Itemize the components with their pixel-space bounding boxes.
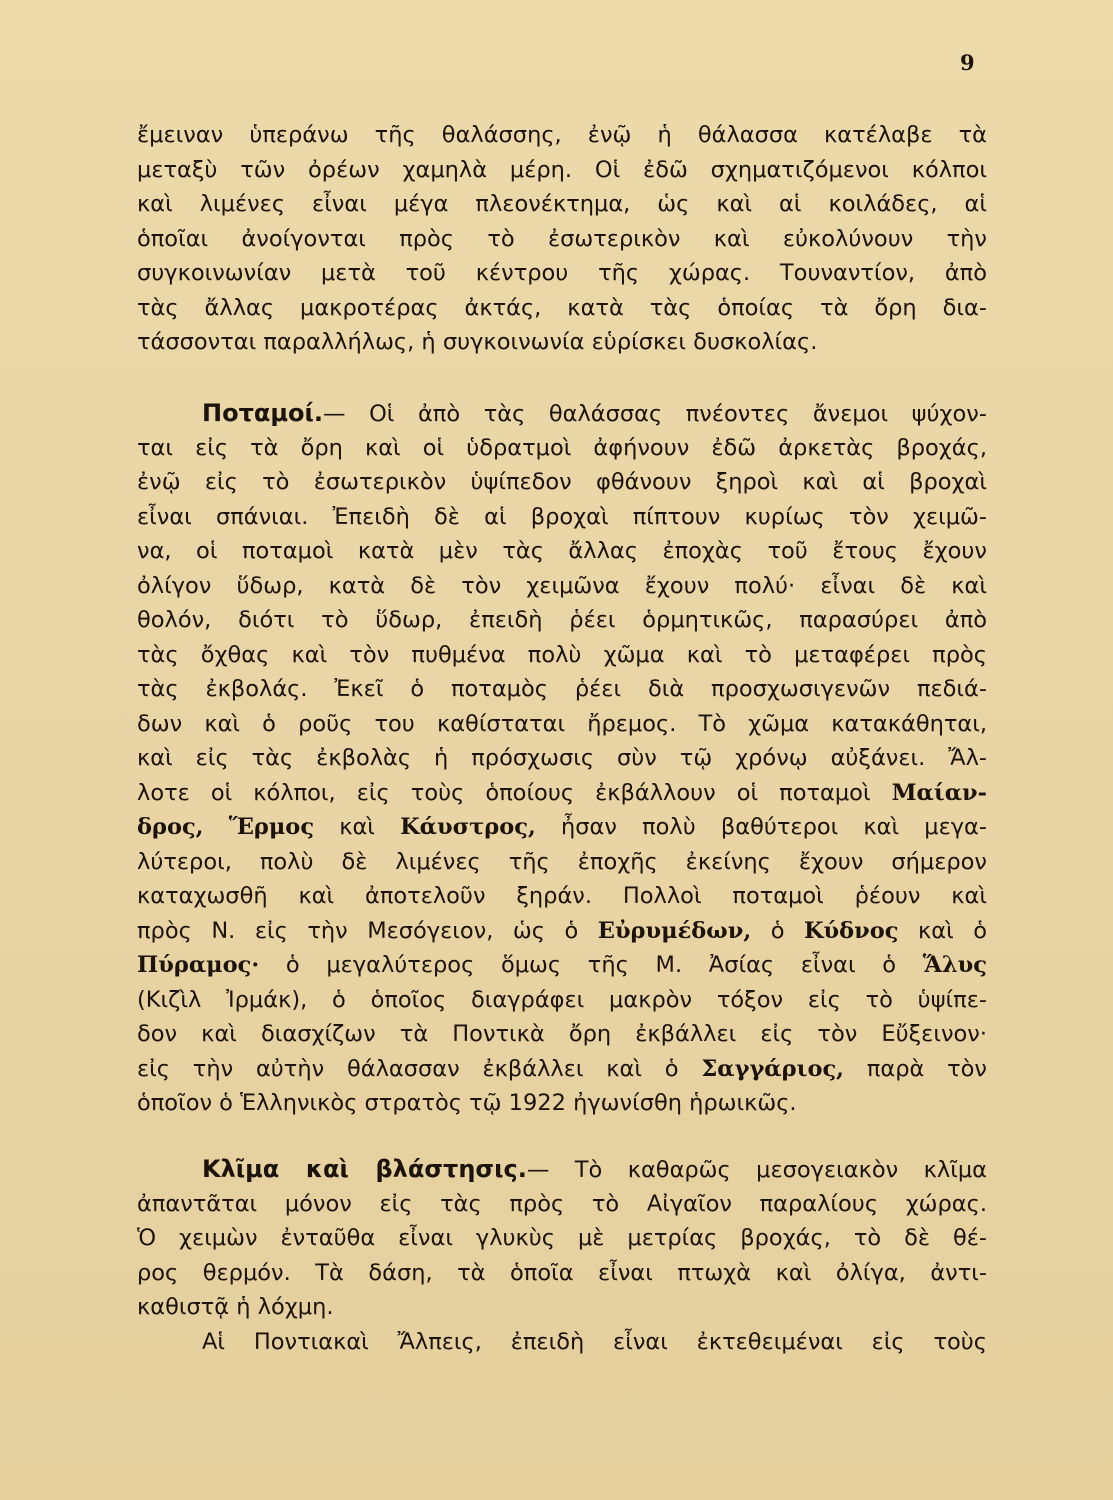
text-line: ἐνῷ εἰς τὸ ἐσωτερικὸν ὑψίπεδον φθάνουν ξηροὶ καὶ αἱ βροχαὶ <box>137 469 987 495</box>
text-line: ἀπαντᾶται μόνον εἰς τὰς πρὸς τὸ Αἰγαῖον παραλίους χώρας. <box>137 1190 987 1217</box>
paragraph-coasts <box>137 118 987 360</box>
text-line: ὁποῖον ὁ Ἑλληνικὸς στρατὸς τῷ 1922 ἠγωνίσθη ἡρωικῶς. <box>137 1090 797 1116</box>
river-name: Κύδνος <box>804 917 899 944</box>
text-line: (Κιζὶλ Ἰρμάκ), ὁ ὁποῖος διαγράφει μακρὸν τόξον εἰς τὸ ὑψίπε- <box>137 986 987 1013</box>
text-line: να, οἱ ποταμοὶ κατὰ μὲν τὰς ἄλλας ἐποχὰς τοῦ ἔτους ἔχουν <box>137 538 987 564</box>
text-line: τὰς ὄχθας καὶ τὸν πυθμένα πολὺ χῶμα καὶ τὸ μεταφέρει πρὸς <box>137 641 987 668</box>
text-line: δων καὶ ὁ ροῦς του καθίσταται ἤρεμος. Τὸ χῶμα κατακάθηται, <box>137 710 987 737</box>
text-line: δρος, Ἕρμος καὶ Κάυστρος, ἦσαν πολὺ βαθύτεροι καὶ μεγα- <box>137 814 988 840</box>
text-line: Πύραμος· ὁ μεγαλύτερος ὅμως τῆς Μ. Ἀσίας εἶναι ὁ Ἅλυς <box>137 952 987 978</box>
river-name: Πύραμος· <box>137 952 260 978</box>
text-line: λύτεροι, πολὺ δὲ λιμένες τῆς ἐποχῆς ἐκείνης ἔχουν σήμερον <box>137 848 987 875</box>
text-line: πρὸς Ν. εἰς τὴν Μεσόγειον, ὡς ὁ Εὐρυμέδων, ὁ Κύδνος καὶ ὁ <box>137 917 988 944</box>
text-line: δον καὶ διασχίζων τὰ Ποντικὰ ὄρη ἐκβάλλει εἰς τὸν Εὔξεινον· <box>137 1021 987 1047</box>
text-line: τὰς ἄλλας μακροτέρας ἀκτάς, κατὰ τὰς ὁποίας τὰ ὄρη δια- <box>137 294 987 321</box>
text-line: μεταξὺ τῶν ὀρέων χαμηλὰ μέρη. Οἱ ἐδῶ σχηματιζόμενοι κόλποι <box>137 156 987 183</box>
section-heading-climate: Κλῖμα καὶ βλάστησις. <box>202 1155 527 1183</box>
text-line: καθιστᾷ ἡ λόχμη. <box>137 1294 334 1320</box>
text-line: Ὁ χειμὼν ἐνταῦθα εἶναι γλυκὺς μὲ μετρίας βροχάς, τὸ δὲ θέ- <box>137 1225 987 1251</box>
river-name: Κάυστρος, <box>400 814 536 840</box>
section-heading-rivers: Ποταμοί. <box>202 399 323 427</box>
river-name: Ἅλυς <box>922 952 987 978</box>
river-name: Ἕρμος <box>228 814 315 840</box>
text-line: καὶ λιμένες εἶναι μέγα πλεονέκτημα, ὡς καὶ αἱ κοιλάδες, αἱ <box>137 191 987 217</box>
text-line: τάσσονται παραλλήλως, ἡ συγκοινωνία εὑρίσκει δυσκολίας. <box>137 329 818 355</box>
text-line: ται εἰς τὰ ὄρη καὶ οἱ ὑδρατμοὶ ἀφήνουν ἐδῶ ἀρκετὰς βροχάς, <box>137 434 987 461</box>
text-line: ὁποῖαι ἀνοίγονται πρὸς τὸ ἐσωτερικὸν καὶ εὐκολύνουν τὴν <box>137 225 987 252</box>
text-line: τὰς ἐκβολάς. Ἐκεῖ ὁ ποταμὸς ῥέει διὰ προσχωσιγενῶν πεδιά- <box>137 676 987 702</box>
text-line: καταχωσθῆ καὶ ἀποτελοῦν ξηράν. Πολλοὶ ποταμοὶ ῥέουν καὶ <box>137 883 987 909</box>
text-line: Ποταμοί.— Οἱ ἀπὸ τὰς θαλάσσας πνέοντες ἄνεμοι ψύχον- <box>202 399 987 427</box>
river-name: Σαγγάριος, <box>701 1055 845 1082</box>
river-name: Μαίαν- <box>891 779 987 806</box>
page-number: 9 <box>960 50 975 75</box>
text-line: εἶναι σπάνιαι. Ἐπειδὴ δὲ αἱ βροχαὶ πίπτουν κυρίως τὸν χειμῶ- <box>137 503 987 530</box>
text-line: συγκοινωνίαν μετὰ τοῦ κέντρου τῆς χώρας. Τουναντίον, ἀπὸ <box>137 260 987 286</box>
text-line: ὀλίγον ὕδωρ, κατὰ δὲ τὸν χειμῶνα ἔχουν πολύ· εἶναι δὲ καὶ <box>137 572 987 599</box>
text-line: θολόν, διότι τὸ ὕδωρ, ἐπειδὴ ῥέει ὁρμητικῶς, παρασύρει ἀπὸ <box>137 607 987 633</box>
river-name: Εὐρυμέδων, <box>597 917 752 944</box>
text-line: λοτε οἱ κόλποι, εἰς τοὺς ὁποίους ἐκβάλλουν οἱ ποταμοὶ Μαίαν- <box>137 779 987 806</box>
text-line: Κλῖμα καὶ βλάστησις.— Τὸ καθαρῶς μεσογειακὸν κλῖμα <box>202 1155 987 1183</box>
text-line: εἰς τὴν αὐτὴν θάλασσαν ἐκβάλλει καὶ ὁ Σαγγάριος, παρὰ τὸν <box>137 1055 988 1082</box>
text-line: καὶ εἰς τὰς ἐκβολὰς ἡ πρόσχωσις σὺν τῷ χρόνῳ αὐξάνει. Ἄλ- <box>137 745 987 771</box>
text-line: Αἱ Ποντιακαὶ Ἄλπεις, ἐπειδὴ εἶναι ἐκτεθειμέναι εἰς τοὺς <box>202 1328 987 1355</box>
text-line: ἔμειναν ὑπεράνω τῆς θαλάσσης, ἐνῷ ἡ θάλασσα κατέλαβε τὰ <box>137 122 987 148</box>
river-name: δρος, <box>137 814 204 840</box>
section-climate <box>137 1152 987 1359</box>
section-rivers <box>137 396 987 1121</box>
text-line: ρος θερμόν. Τὰ δάση, τὰ ὁποῖα εἶναι πτωχὰ καὶ ὀλίγα, ἀντι- <box>137 1259 987 1286</box>
